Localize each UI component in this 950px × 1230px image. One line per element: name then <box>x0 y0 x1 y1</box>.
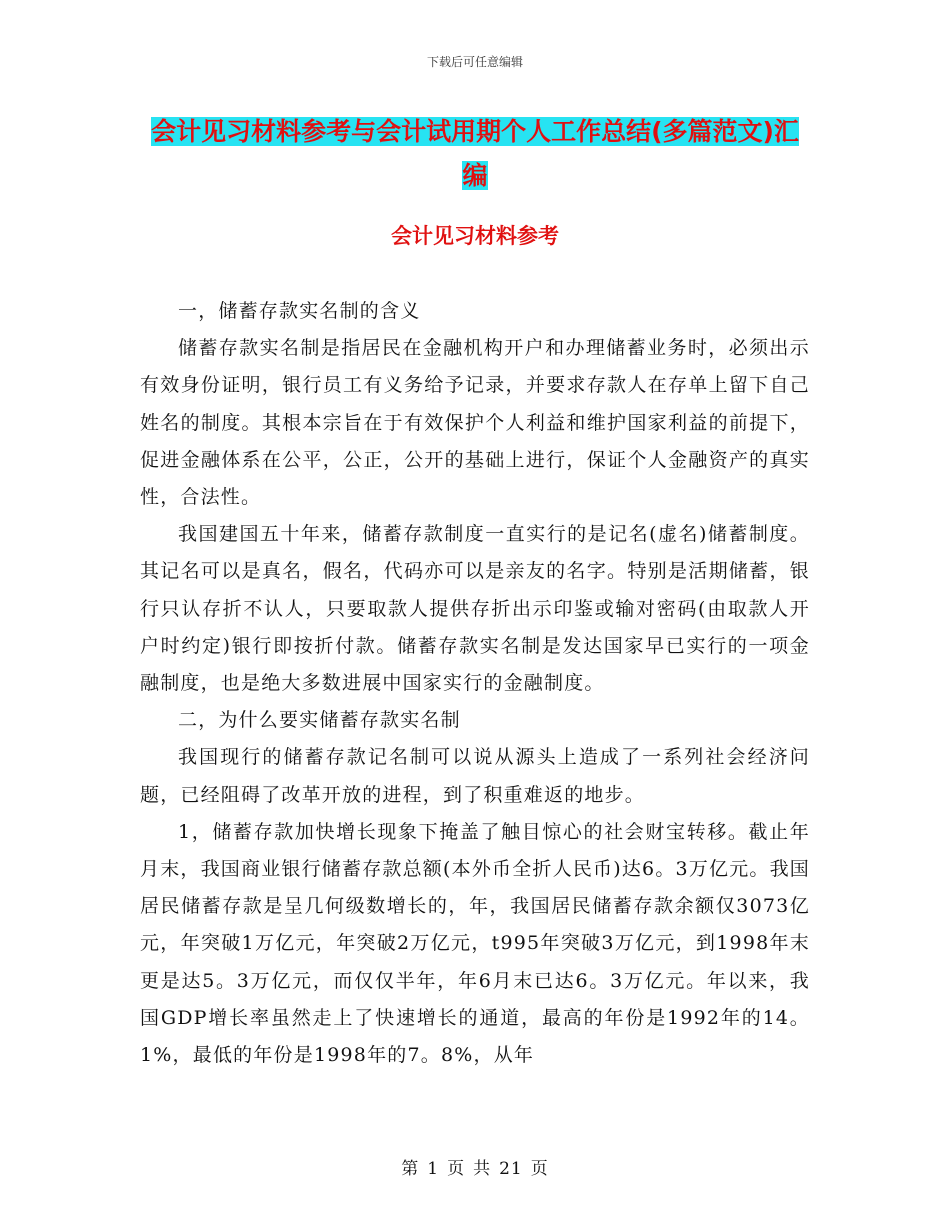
paragraph-heading-1: 一，储蓄存款实名制的含义 <box>178 300 421 322</box>
paragraph: 我国建国五十年来，储蓄存款制度一直实行的是记名(虚名)储蓄制度。其记名可以是真名，假名，代码亦可以是亲友的名字。特别是活期储蓄，银行只认存折不认人，只要取款人提供存折出示印鉴或输对密码(由取款人开户时约定)银行即按折付款。储蓄存款实名制是发达国家早已实行的一项金融制度，也是绝大多数进展中国家实行的金融制度。 <box>140 523 810 695</box>
section-title: 会计见习材料参考 <box>391 224 559 248</box>
page-header-note: 下载后可任意编辑 <box>426 55 523 69</box>
page-footer <box>0 1154 950 1179</box>
footer-suffix: 页 <box>530 1159 549 1179</box>
footer-total-pages: 21 <box>499 1159 523 1179</box>
document-title <box>140 110 810 198</box>
paragraph: 1，储蓄存款加快增长现象下掩盖了触目惊心的社会财宝转移。截止年月末，我国商业银行储蓄存款总额(本外币全折人民币)达6。3万亿元。我国居民储蓄存款是呈几何级数增长的，年，我国居民储蓄存款余额仅3073亿元，年突破1万亿元，年突破2万亿元，t995年突破3万亿元，到1998年末更是达5。3万亿元，而仅仅半年，年6月末已达6。3万亿元。年以来，我国GDP增长率虽然走上了快速增长的通道，最高的年份是1992年的14。1%，最低的年份是1998年的7。8%，从年 <box>140 820 811 1067</box>
document-title-text: 会计见习材料参考与会计试用期个人工作总结(多篇范文)汇编 <box>151 117 799 190</box>
footer-total-word: 共 <box>473 1159 492 1179</box>
document-body <box>140 293 810 1074</box>
footer-page-word: 页 <box>447 1159 466 1179</box>
footer-page-number: 1 <box>427 1159 440 1179</box>
paragraph: 储蓄存款实名制是指居民在金融机构开户和办理储蓄业务时，必须出示有效身份证明，银行员工有义务给予记录，并要求存款人在存单上留下自己姓名的制度。其根本宗旨在于有效保护个人利益和维护国家利益的前提下，促进金融体系在公平，公正，公开的基础上进行，保证个人金融资产的真实性，合法性。 <box>140 337 810 509</box>
footer-prefix: 第 <box>401 1159 420 1179</box>
paragraph-heading-2: 二，为什么要实储蓄存款实名制 <box>178 709 461 732</box>
paragraph: 我国现行的储蓄存款记名制可以说从源头上造成了一系列社会经济问题，已经阻碍了改革开放的进程，到了积重难返的地步。 <box>140 746 810 806</box>
